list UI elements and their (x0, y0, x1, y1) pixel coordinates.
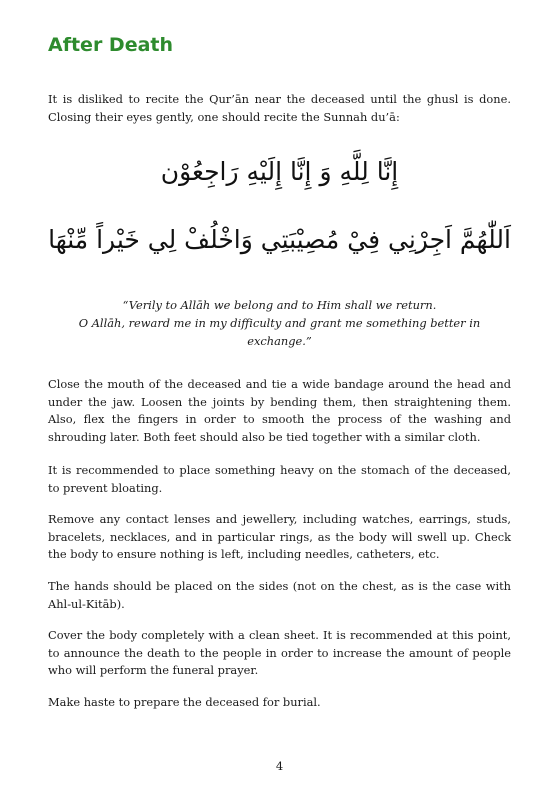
page-title: After Death (48, 34, 174, 56)
paragraph-close-mouth: Close the mouth of the deceased and tie a wide bandage around the head and under the jaw. Loosen the joints by bending them, then straightening them. Also, flex the fingers in order to smooth the process of the washing and shrouding later. Both feet should also be tied together with a similar cloth. (48, 377, 511, 444)
quote-line-1: “Verily to Allāh we belong and to Him shall we return. (122, 298, 437, 312)
translation-quote (48, 296, 511, 350)
paragraph-make-haste: Make haste to prepare the deceased for burial. (48, 695, 321, 709)
paragraph-hands: The hands should be placed on the sides (not on the chest, as is the case with Ahl-ul-Kitāb). (48, 579, 511, 611)
arabic-verse-line-1: إِنَّا لِلَّهِ وَ إِنَّا إِلَيْهِ رَاجِعُوْن (160, 157, 399, 186)
paragraph-cover-body: Cover the body completely with a clean sheet. It is recommended at this point, to announce the death to the people in order to increase the amount of people who will perform the funeral prayer. (48, 628, 511, 677)
paragraph-heavy-object: It is recommended to place something heavy on the stomach of the deceased, to prevent bloating. (48, 463, 511, 495)
quote-line-2: O Allāh, reward me in my difficulty and grant me something better in exchange.” (78, 316, 481, 348)
page-number: 4 (275, 759, 284, 773)
arabic-verse-line-2: اَللّٰهُمَّ اَجِرْنِي فِيْ مُصِيْبَتِي وَاخْلُفْ لِي خَيْراً مِّنْهَا (48, 225, 511, 254)
paragraph-remove-jewellery: Remove any contact lenses and jewellery, including watches, earrings, studs, bracelets, necklaces, and in particular rings, as the body will swell up. Check the body to ensure nothing is left, including needles, catheters, etc. (48, 512, 511, 561)
intro-paragraph: It is disliked to recite the Qur’ān near the deceased until the ghusl is done. Closing their eyes gently, one should recite the Sunnah du’ā: (48, 92, 511, 124)
